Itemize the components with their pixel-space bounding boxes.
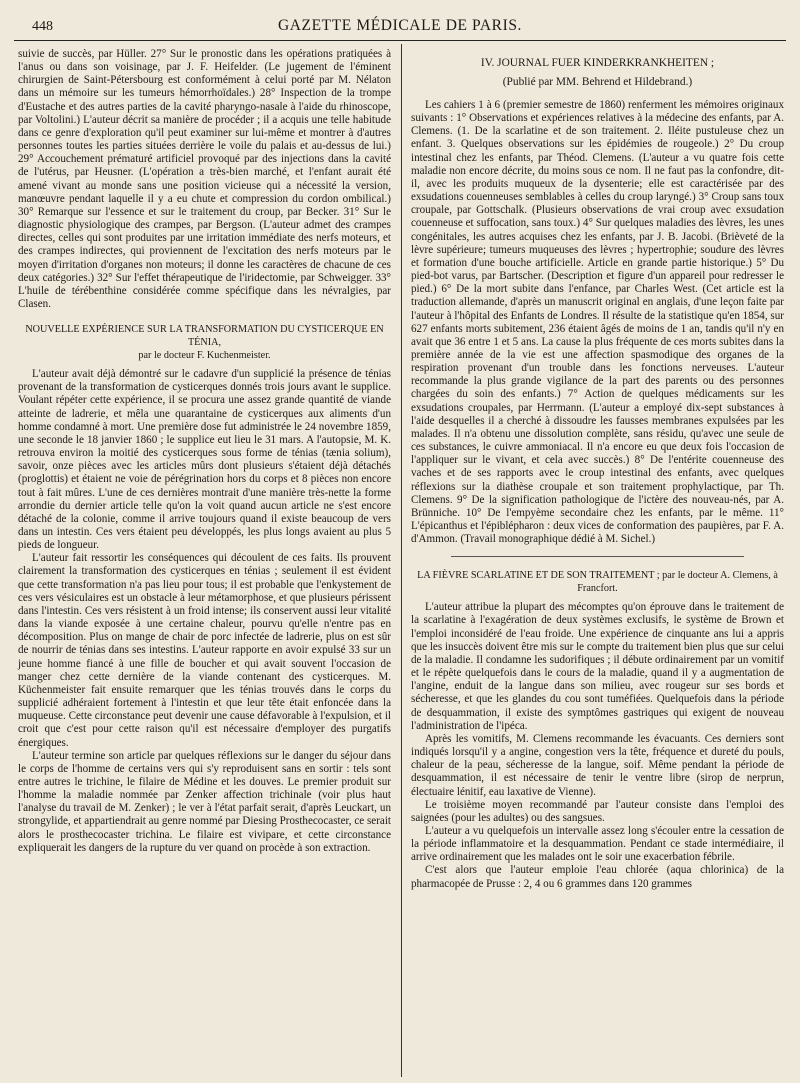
journal-heading: IV. JOURNAL FUER KINDERKRANKHEITEN ; — [480, 57, 715, 69]
left-paragraph: L'auteur termine son article par quelques réflexions sur le danger du séjour dans le corps de l'homme de certains vers qui s'y reproduisent sans en sortir : tels sont entre autres le trichine, le filaire de Médine et les douves. Le premier produit sur l'homme la maladie nommée par Zenker affection trichinale (voir plus haut l'analyse du travail de M. Zenker) ; le ver à l'état parfait serait, d'après Leuckart, un strongylide, et appartiendrait au genre nommé par Diesing Prosthecocaster, ce serait alors le prosthecocaster trichina. Le filaire est vivipare, et cette circonstance expliquerait les dangers de la rupture du ver quand on procède à son extraction. — [18, 749, 391, 854]
right-paragraph: L'auteur a vu quelquefois un intervalle assez long s'écouler entre la cessation de la période inflammatoire et la desquammation. Pendant ce stade intermédiaire, il arrive ordinairement que les malades ont le soir une exacerbation fébrile. — [411, 824, 784, 864]
journal-title: GAZETTE MÉDICALE DE PARIS. — [277, 17, 523, 34]
journal-subheading: (Publié par MM. Behrend et Hildebrand.) — [502, 76, 693, 88]
left-paragraph: L'auteur avait déjà démontré sur le cadavre d'un supplicié la présence de ténias provenant de la transformation de cysticerques donnés trois jours avant le supplice. Voulant répéter cette expérience, il se procura une assez grande quantité de viande atteinte de ladrerie, et mêla une quarantaine de cysticerques aux aliments d'un homme condamné à mort. Une première dose fut administrée le 24 novembre 1859, une seconde le 18 janvier 1860 ; le supplice eut lieu le 31 mars. A l'autopsie, M. K. retrouva environ la moitié des cysticerques sous forme de ténias (tænia solium), savoir, onze pièces avec les articles mûrs dont plusieurs s'étaient déjà détachés (proglottis) et étaient ne voie de pérégrination hors du corps et 8 pièces non encore tout à fait mûres. L'une de ces dernières montrait d'une manière très-nette la forme arrondie du dernier article telle qu'on la voit quand aucun article ne s'est encore détaché de la colonie, comme il arrive toujours quand il existe beaucoup de vers dans un intestin. Ces vers étaient peu développés, les plus longs avaient au plus 5 pieds de longueur. — [18, 368, 391, 552]
right-paragraph: C'est alors que l'auteur emploie l'eau chlorée (aqua chlorinica) de la pharmacopée de Prusse : 2, 4 ou 6 grammes dans 120 grammes — [411, 864, 784, 890]
section-heading-line-2: par le docteur F. Kuchenmeister. — [138, 350, 271, 362]
right-paragraph: L'auteur attribue la plupart des mécomptes qu'on éprouve dans le traitement de la scarlatine à l'exagération de deux systèmes exclusifs, le système de Brown et l'emploi inconsidéré de l'eau froide. Une expérience de cinquante ans lui a appris que les insuccès doivent être mis sur le compte du traitement bien plus que sur celui de la maladie. Il condamne les sudorifiques ; il débute ordinairement par un vomitif et le répète quelquefois dans le cours de la maladie, quand il y a augmentation de l'angine, enduit de la langue dans son milieu, avec rougeur sur ses bords et sécheresse, et que les glandes du cou sont tuméfiées. Quelquefois dans la période de desquammation, il existe des symptômes gastriques qui exigent de nouveau l'administration de l'ipéca. — [411, 601, 784, 732]
section-heading-line-1: NOUVELLE EXPÉRIENCE SUR LA TRANSFORMATION DU CYSTICERQUE EN TÉNIA, — [25, 324, 384, 349]
page-number: 448 — [32, 19, 53, 34]
left-paragraph: L'auteur fait ressortir les conséquences qui découlent de ces faits. Ils prouvent clairement la transformation des cysticerques en ténias ; seulement il est évident que cette transformation n'a pas lieu pour tous; il est probable que l'enkystement de ces vers vésiculaires est un obstacle à leur métamorphose, et que plusieurs périssent dans l'intestin. Ces vers résistent à un froid intense; ils conservent aussi leur vitalité dans la viande exposée à une certaine chaleur, pourvu qu'elle n'entre pas en décomposition. Plus on mange de chair de porc infectée de ladrerie, plus on est sûr de nourrir de ténias dans ses intestins. L'auteur rapporte en avoir expulsé 33 sur un jeune homme fiancé à une fille de boucher et qui avait souvent l'occasion de manger chez cette dernière de la viande contenant des cysticerques. M. Küchenmeister fait ensuite remarquer que les ténias trouvés dans le corps du supplicié adhéraient fortement à l'intestin et que leur tête était enfoncée dans la muqueuse. Cette circonstance peut devenir une cause défavorable à l'expulsion, et il croit que c'est pour cette raison qu'il est nécessaire d'employer des purgatifs énergiques. — [18, 552, 391, 749]
section-heading-scarlatine: LA FIÈVRE SCARLATINE ET DE SON TRAITEMENT ; par le docteur A. Clemens, à Francfort. — [417, 570, 778, 595]
left-intro-paragraph: suivie de succès, par Hüller. 27° Sur le pronostic dans les opérations pratiquées à l'anus ou dans son voisinage, par J. F. Heifelder. (Le jugement de l'éminent chirurgien de Saint-Pétersbourg est conformément à celui porté par M. Nélaton dans un mémoire sur les tumeurs hémorrhoïdales.) 28° Inspection de la trompe d'Eustache et des autres parties de la cavité pharyngo-nasale à l'aide du rhinoscope, par Voltolini.) L'auteur décrit sa manière de procéder ; il a acquis une telle habitude dans ce genre d'exploration qu'il peut examiner sur lui-même et montrer à d'autres personnes toutes les parties situées derrière le voile du palais et au-dessus de lui.) 29° Accouchement prématuré artificiel provoqué par des injections dans la cavité de l'utérus, par Heusner. (L'opération a très-bien marché, et l'enfant aurait été amené vivant au monde sans une position vicieuse qui a nécessité la version, manœuvre pendant laquelle il y a eu chute et compression du cordon ombilical.) 30° Remarque sur l'essence et sur le traitement du croup, par Becker. 31° Sur le diagnostic physiologique des crampes, par Bergson. (L'auteur admet des crampes directes, celles qui sont produites par une irritation immédiate des nerfs moteurs, et des crampes indirectes, qui proviennent de l'excitation des nerfs moteurs par le moyen d'irritation d'organes non moteurs; il donne les caractères de chacune de ces deux catégories.) 32° Sur l'effet thérapeutique de l'iridectomie, par Schweigger. 33° L'huile de térébenthine considérée comme spécifique dans les névralgies, par Clasen. — [18, 48, 391, 310]
section-heading-cysticerque — [18, 323, 391, 362]
section-divider — [451, 556, 744, 557]
left-column — [18, 48, 391, 855]
page-header — [14, 14, 786, 41]
right-paragraph: Après les vomitifs, M. Clemens recommande les évacuants. Ces derniers sont indiqués lorsqu'il y a angine, congestion vers la tête, fréquence et dureté du pouls, chaleur de la peau, sécheresse de la langue, soif. Même pendant la période de desquammation, il est nécessaire de tenir le ventre libre (sirop de nerprun, électuaire lénitif, eau laxative de Vienne). — [411, 732, 784, 798]
column-divider — [401, 44, 402, 1077]
right-column — [411, 48, 784, 891]
right-paragraph: Les cahiers 1 à 6 (premier semestre de 1860) renferment les mémoires originaux suivants : 1° Observations et expériences relatives à la médecine des enfants, par A. Clemens. (1. De la scarlatine et de son traitement. 2. Iléite pustuleuse chez un enfant. 3. Quelques observations sur les épidémies de rougeole.) 2° Du croup intestinal chez les enfants, par Théod. Clemens. (L'auteur a vu quatre fois cette maladie non encore décrite, du moins sous ce nom. Il ne faut pas la confondre, dit-il, avec les produits muqueux de la dysenterie; elle est caractérisée par des exsudations couenneuses semblables à celles du croup laryngé.) 3° Croup sans toux croupale, par Gottschalk. (Plusieurs observations de vrai croup avec exsudation couenneuse et suffocation, sans toux.) 4° Sur quelques maladies des lèvres, les unes congénitales, les autres acquises chez les enfants, par J. B. Jacobi. (Brièveté de la lèvre supérieure; tumeurs muqueuses des lèvres ; hypertrophie; soudure des lèvres et formation d'une bouche artificielle. Article en grande partie historique.) 5° Du pied-bot varus, par Bartscher. (Description et figure d'un appareil pour redresser le pied.) 6° De la mort subite dans l'enfance, par Charles West. (Cet article est la traduction allemande, d'après un manuscrit original en anglais, d'une leçon faite par l'auteur à l'hôpital des Enfants de Londres. Il résulte de la statistique qu'en 1854, sur 627 enfants morts subitement, 236 étaient âgés de moins de 1 an, tandis qu'il n'y en avait que 36 entre 1 et 5 ans. La cause la plus fréquente de ces morts subites dans la première année de la vie est une affection spasmodique des organes de la respiration provenant d'un trouble dans les fonctions nerveuses. L'auteur recommande la plus grande vigilance de la part des parents ou des personnes chargées du soin des enfants.) 7° Action de quelques médicaments sur les exsudations croupales, par Herrmann. (L'auteur a employé dix-sept substances à l'aide desquelles il a cherché à dissoudre les fausses membranes expulsées par les malades. Il n'a obtenu une dissolution complète, sans résidu, qu'avec une seule de ces substances, le cuivre ammoniacal. Il n'a encore eu que deux fois l'occasion de l'appliquer sur le vivant, et cela avec succès.) 8° De l'entérite couenneuse des vaches et de ses rapports avec le croup intestinal des enfants, avec quelques réflexions sur la diathèse croupale et son traitement prophylactique, par Th. Clemens. 9° De la signification pathologique de l'ictère des nouveau-nés, par A. Brünniche. 10° De l'empyème secondaire chez les enfants, par le même. 11° L'épicanthus et l'épiblépharon : deux vices de conformation des paupières, par F. A. d'Ammon. (Travail monographique dédié à M. Sichel.) — [411, 99, 784, 546]
right-paragraph: Le troisième moyen recommandé par l'auteur consiste dans l'emploi des saignées (pour les adultes) ou des sangsues. — [411, 798, 784, 824]
